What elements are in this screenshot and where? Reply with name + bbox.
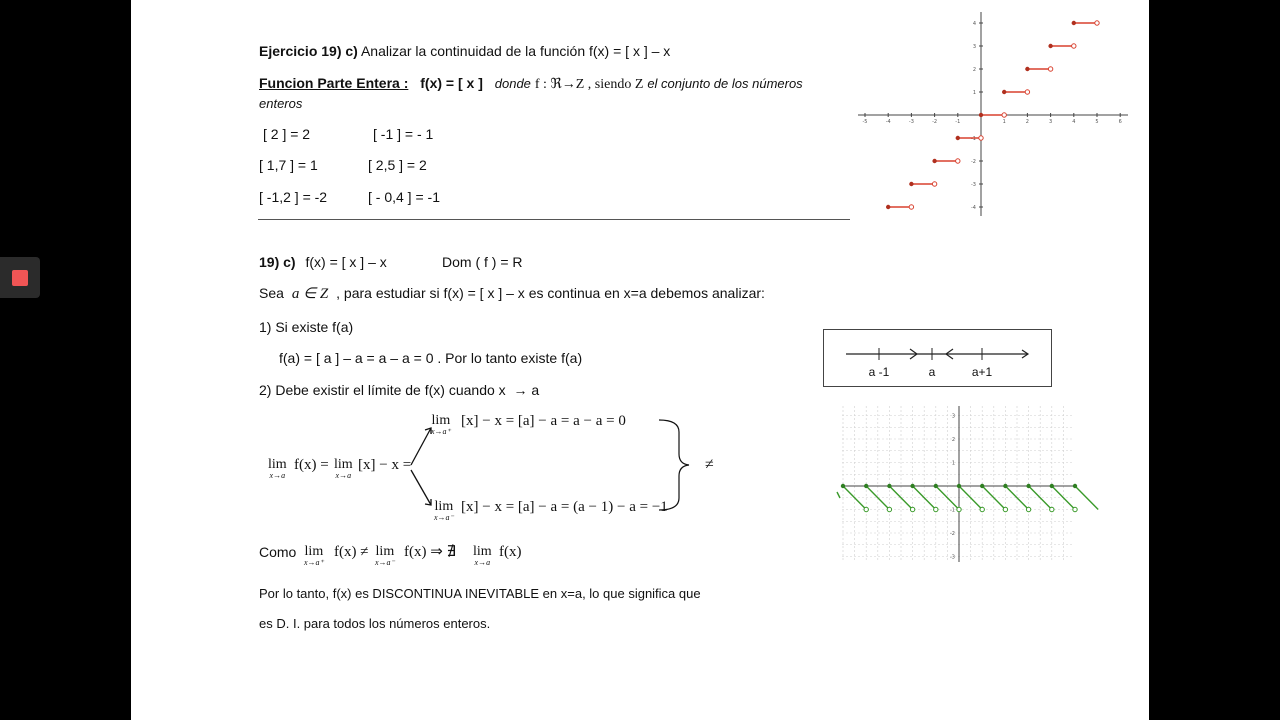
como-lim-1: lim x→a⁺ — [304, 544, 324, 567]
step-2-arrow: → a — [513, 382, 540, 398]
como-f3: f(x) — [499, 544, 522, 560]
closed-point — [910, 484, 914, 488]
closed-point — [980, 484, 984, 488]
open-point — [932, 182, 936, 186]
x-tick-label: -4 — [885, 119, 891, 125]
definition-tail2: enteros — [259, 96, 303, 111]
exercise-title — [259, 44, 670, 58]
title-bold: Ejercicio 19) c) — [259, 43, 358, 59]
sea-line — [259, 286, 765, 302]
closed-point — [1025, 67, 1029, 71]
nl-label-a: a — [928, 365, 936, 379]
open-point — [957, 507, 961, 511]
x-tick-label: -3 — [908, 119, 914, 125]
closed-point — [932, 159, 936, 163]
como-lim-3: lim x→a — [473, 544, 492, 567]
right-brace — [657, 418, 697, 512]
closed-point — [1050, 484, 1054, 488]
como-word: Como — [259, 544, 297, 560]
closed-point — [1048, 44, 1052, 48]
como-lim-2: lim x→a⁻ — [375, 544, 395, 567]
closed-point — [1026, 484, 1030, 488]
open-point — [980, 507, 984, 511]
saw-segment — [889, 486, 912, 510]
example-6: [ - 0,4 ] = -1 — [368, 189, 440, 205]
definition-fx: f(x) = [ x ] — [420, 75, 483, 91]
y-tick-label: -4 — [971, 205, 976, 211]
definition-tail: el conjunto de los números — [647, 76, 803, 91]
saw-segment — [866, 486, 889, 510]
step-1-detail: f(a) = [ a ] – a = a – a = 0 . Por lo tanto existe f(a) — [279, 350, 583, 366]
open-point — [979, 136, 983, 140]
lim-main-2: lim x→a — [334, 457, 353, 480]
open-point — [909, 205, 913, 209]
lim-right-expr: [x] − x = [a] − a = a − a = 0 — [461, 413, 626, 429]
y-tick-label: 4 — [972, 21, 976, 27]
sea-word: Sea — [259, 285, 284, 301]
section-fx: f(x) = [ x ] – x — [305, 254, 387, 270]
sea-rest: , para estudiar si f(x) = [ x ] – x es continua en x=a debemos analizar: — [336, 285, 765, 301]
x-tick-label: 6 — [1118, 119, 1122, 125]
divider — [258, 219, 850, 220]
closed-point — [909, 182, 913, 186]
definition-donde: donde — [494, 76, 531, 91]
sea-a-in-z: a ∈ Z — [291, 286, 329, 302]
open-point — [956, 159, 960, 163]
closed-point — [934, 484, 938, 488]
saw-segment — [1005, 486, 1028, 510]
x-tick-label: 4 — [1072, 119, 1076, 125]
lim-main-fx: f(x) = — [294, 457, 329, 473]
example-4: [ 2,5 ] = 2 — [368, 157, 427, 173]
document-page — [131, 0, 1149, 720]
y-tick-label: 3 — [972, 44, 976, 50]
open-point — [1050, 507, 1054, 511]
open-point — [1002, 113, 1006, 117]
section-domain: Dom ( f ) = R — [442, 254, 523, 270]
y-tick-label: -1 — [971, 136, 976, 142]
como-f1: f(x) ≠ — [334, 544, 369, 560]
saw-segment — [982, 486, 1005, 510]
saw-segment — [1029, 486, 1052, 510]
y-tick-label: 3 — [951, 413, 955, 420]
open-point — [1003, 507, 1007, 511]
x-tick-label: 1 — [1002, 119, 1006, 125]
open-point — [1048, 67, 1052, 71]
y-tick-label: -1 — [950, 507, 955, 514]
step-2 — [259, 383, 539, 397]
x-tick-label: -2 — [932, 119, 938, 125]
saw-segment — [913, 486, 936, 510]
y-tick-label: -2 — [950, 531, 955, 537]
open-point — [934, 507, 938, 511]
open-point — [1072, 44, 1076, 48]
definition-map: f : ℜ→Z , siendo Z — [534, 77, 644, 92]
closed-point — [1073, 484, 1077, 488]
y-tick-label: -3 — [971, 182, 976, 188]
example-5: [ -1,2 ] = -2 — [259, 189, 328, 205]
como-f2: f(x) ⇒ ∄ — [404, 544, 457, 560]
lim-right: lim x→a⁺ — [431, 413, 451, 436]
stop-icon — [12, 270, 28, 286]
section-19c — [259, 255, 387, 269]
step-1: 1) Si existe f(a) — [259, 319, 354, 335]
x-tick-label: 2 — [1025, 119, 1029, 125]
open-point — [864, 507, 868, 511]
definition-label: Funcion Parte Entera : — [259, 75, 409, 91]
number-line-diagram — [823, 329, 1053, 387]
y-tick-label: -3 — [950, 554, 955, 561]
x-tick-label: 3 — [1049, 119, 1053, 125]
closed-point — [1072, 21, 1076, 25]
open-point — [1073, 507, 1077, 511]
example-1: [ 2 ] = 2 — [263, 126, 311, 142]
open-point — [1095, 21, 1099, 25]
x-tick-label: -5 — [862, 119, 868, 125]
y-tick-label: 1 — [972, 90, 976, 96]
x-tick-label: -1 — [955, 119, 961, 125]
floor-function-graph — [856, 8, 1132, 220]
example-3: [ 1,7 ] = 1 — [259, 157, 318, 173]
saw-segment — [1075, 486, 1098, 510]
not-equal-sign: ≠ — [705, 456, 714, 473]
y-tick-label: 2 — [972, 67, 976, 73]
example-2: [ -1 ] = - 1 — [373, 126, 434, 142]
x-tick-label: 5 — [1095, 119, 1099, 125]
closed-point — [887, 484, 891, 488]
closed-point — [956, 136, 960, 140]
conclusion-1: Por lo tanto, f(x) es DISCONTINUA INEVITABLE en x=a, lo que significa que — [259, 586, 701, 601]
closed-point — [1002, 90, 1006, 94]
lim-left-expr: [x] − x = [a] − a = (a − 1) − a = −1 — [461, 499, 668, 515]
record-stop-button[interactable] — [0, 257, 40, 298]
closed-point — [841, 484, 845, 488]
y-tick-label: 1 — [951, 460, 955, 467]
conclusion-2: es D. I. para todos los números enteros. — [259, 616, 491, 631]
closed-point — [886, 205, 890, 209]
closed-point — [957, 484, 961, 488]
title-rest: Analizar la continuidad de la función f(x) = [ x ] – x — [360, 43, 671, 59]
lim-left: lim x→a⁻ — [434, 499, 454, 522]
nl-label-a-plus-1: a+1 — [971, 365, 993, 379]
sawtooth-graph — [842, 404, 1076, 564]
open-point — [910, 507, 914, 511]
lim-main-1: lim x→a — [268, 457, 287, 480]
open-point — [887, 507, 891, 511]
saw-segment — [837, 492, 840, 498]
y-tick-label: 2 — [951, 437, 955, 443]
lim-main-expr: [x] − x = — [358, 457, 412, 473]
definition-line — [259, 76, 803, 92]
open-point — [1025, 90, 1029, 94]
closed-point — [979, 113, 983, 117]
step-2-text: 2) Debe existir el límite de f(x) cuando x — [259, 382, 506, 398]
section-label: 19) c) — [259, 254, 296, 270]
nl-label-a-minus-1: a -1 — [868, 365, 890, 379]
closed-point — [1003, 484, 1007, 488]
closed-point — [864, 484, 868, 488]
y-tick-label: -2 — [971, 159, 976, 165]
open-point — [1026, 507, 1030, 511]
